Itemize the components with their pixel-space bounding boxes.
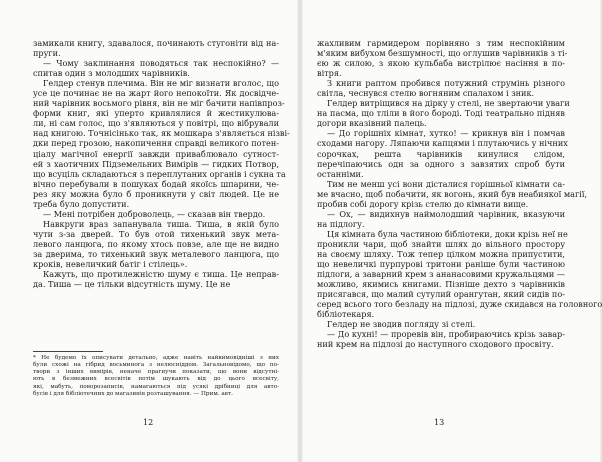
footnote — [33, 355, 279, 398]
text-line: ють в безмежних всесвітів потім шукають від до цього всесвіту, — [33, 376, 279, 383]
text-line: проникли чари, щоб знайти шлях до вільного простору — [317, 238, 565, 249]
text-line: бібліотекаря. — [317, 309, 375, 320]
text-line: були схожі на гібрид восьминога з нелюсніддом. Загальновідомо, що по- — [33, 362, 279, 369]
text-line: що невеличкі пурпурові тритони раніше були частиною — [317, 259, 565, 270]
text-line: левого ланцюга, по якому хтось повзе, але ще не видно — [33, 238, 279, 249]
text-line: — До горішніх кімнат, хутко! — крикнув він і помчав — [327, 128, 565, 139]
text-line: підлоги, а заварний крем з ананасовими кружальцями — — [317, 269, 565, 280]
text-line: останніми. — [317, 168, 364, 179]
text-line: Гелдер стенув плечима. Він не міг визнати вголос, що — [43, 78, 279, 89]
text-line: можливо, якимись книгами. Пізніше дехто з чарівників — [317, 279, 565, 290]
text-line: ей з хаотичних Підземельних Вимірів — гидких Потвор, — [33, 158, 279, 169]
text-line: сорочках, решта чарівників кинулися слідом, — [317, 148, 565, 159]
text-line: — Чому заклинання поводяться так неспокійно? — — [43, 58, 279, 69]
text-line: рез яку можна було б проникнути у світ людей. Це не — [33, 188, 279, 199]
text-line: що всуціль складаються з переплутаних органів і сукна та — [33, 168, 286, 179]
text-line: вічно перебували в пошуках бодай якоїсь шпарини, че- — [33, 178, 279, 189]
text-line: на пасма, що тліли в його бороді. Тоді театрально підняв — [317, 108, 565, 119]
text-line: догори вказівний палець. — [317, 118, 427, 129]
text-line: ме вчасно, щоб побачити, як вогонь, який був неабиякої магії, — [317, 188, 588, 199]
text-line: Ця кімната була частиною бібліотеки, доки крізь неї не — [327, 228, 568, 239]
text-line: спитав один з молодших чарівників. — [33, 68, 190, 79]
text-line: пруги. — [33, 48, 61, 59]
text-line: дки перед грозою, накопичення справді великого потен- — [33, 138, 279, 149]
text-line: які, мабуть, поворозаписів, намагаються під усякі дрібниці для авто- — [33, 383, 279, 390]
page-number-right: 13 — [434, 418, 445, 427]
text-line: жахливим гармидером порівняно з тим неспокійним — [317, 38, 565, 48]
text-line: ний крем на підлозі до наступного сходового просвіту. — [317, 339, 554, 350]
right-page — [303, 0, 600, 462]
text-line: Гелдер не зводив погляду зі стелі. — [327, 319, 476, 330]
text-line: присягався, що малий сутулий орангутан, який сидів по- — [317, 289, 565, 300]
text-line: на своєму шляху. Тож тепер цілком можна припустити, — [317, 248, 565, 259]
text-line: — До кухні! — проревів він, пробираючись крізь завар- — [327, 329, 565, 340]
right-page-body — [317, 38, 602, 350]
text-line: кроків, невеличкий батіг і стілець». — [33, 259, 188, 270]
text-line: на підлогу. — [317, 218, 365, 229]
left-page-body — [33, 38, 290, 290]
text-line: чути з-за дверей. То був отой тихенький звук мета- — [33, 228, 279, 239]
text-line: * Не будемо їх описувати детально, адже навіть найвимовідніші з них — [33, 355, 279, 361]
text-line: пробив собі дорогу крізь стелю до кімнати вище. — [317, 198, 529, 209]
text-line: замикали книгу, здавалося, починають стугоніти від на- — [33, 38, 279, 48]
text-line: твори з інших вимірів, неначе прагнучи показати, що вони відсутні- — [33, 369, 279, 376]
text-line: над книгою. Точнісінько так, як мошкара з'являється нізві- — [33, 128, 290, 139]
text-line: серед всього того безладу на підлозі, дуже скидався на головного — [317, 299, 602, 310]
text-line: ціалу магічної енергії завжди приваблювало сутност- — [33, 148, 279, 159]
text-line: Навкруги враз запанувала тиша. Тиша, в якій було — [43, 218, 279, 229]
text-line: ний чарівник восьмого рівня, він не міг бачити напівпроз- — [33, 98, 285, 109]
text-line: треба було допустити. — [33, 198, 130, 209]
text-line: Кажуть, що протилежністю шуму є тиша. Це неправ- — [43, 269, 279, 280]
text-line: бусів і для бібліотечних до магазинів розташування. — Прим. авт. — [33, 390, 233, 397]
page-number-left: 12 — [143, 418, 154, 427]
text-line: форми книг, які уперто кривлялися й жестикулюва- — [33, 108, 279, 119]
text-line: ли, ні сам голос, що з'являються у повітрі, що вібрували — [33, 118, 279, 129]
text-line: сходами нагору. Ляпаючи капцями і плутаючись у нічних — [317, 138, 568, 149]
text-line: усе це починає не на жарт його непокоїти. Як досвідче- — [33, 88, 279, 99]
footnote-rule — [33, 351, 103, 352]
text-line: З книги раптом пробився потужний струмінь різного — [327, 78, 565, 89]
text-line: світла, чеснувся стелю вогняним спалахом і зник. — [317, 88, 535, 99]
text-line: — Ох, — видихнув наймолодший чарівник, вказуючи — [327, 208, 565, 219]
text-line: Гелдер витріщився на дірку у стелі, не звертаючи уваги — [327, 98, 570, 109]
text-line: вітря. — [317, 68, 342, 79]
text-line: Тим не менш усі вони дісталися горішньої кімнати са- — [327, 178, 565, 189]
text-line: єю ж силою, з якою кульбаба вистрілює насіння в по- — [317, 58, 565, 69]
text-line: за дверима, то тихенький звук металевого ланцюга, що — [33, 248, 279, 259]
text-line: м'яким вибухом безшумності, що оглушив чарівників з ті- — [317, 48, 568, 59]
text-line: перечіпаючись одн за одного з завзятих спроб бути — [317, 158, 565, 169]
text-line: да. Тиша — це тільки відсутність шуму. Це не — [33, 279, 231, 290]
left-page — [0, 0, 297, 462]
text-line: — Мені потрібен доброволець, — сказав він твердо. — [43, 208, 266, 219]
